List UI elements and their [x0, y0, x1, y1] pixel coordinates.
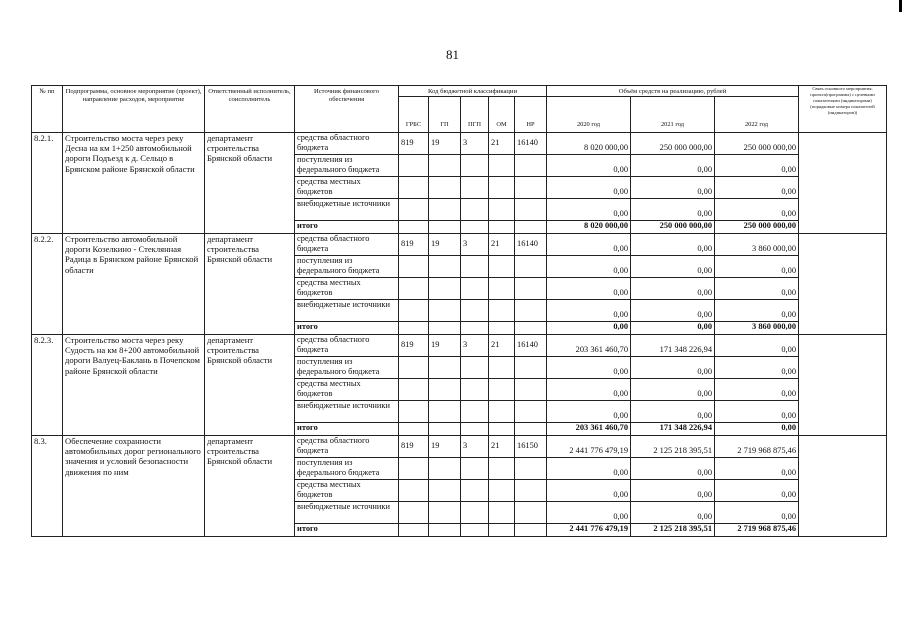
funding-source: поступления из федерального бюджета: [295, 155, 399, 177]
amount-2022: 0,00: [715, 256, 799, 278]
code-grbs: [399, 357, 429, 379]
code-nr: [515, 199, 547, 221]
code-nr: [515, 300, 547, 322]
code-om: [489, 357, 515, 379]
table-row: [32, 436, 887, 458]
amount-2022: 0,00: [715, 278, 799, 300]
amount-2022: 0,00: [715, 401, 799, 423]
funding-source: поступления из федерального бюджета: [295, 256, 399, 278]
total-label: итого: [295, 524, 399, 537]
total-amount-2021: 0,00: [631, 322, 715, 335]
code-pgp: [461, 458, 489, 480]
total-label: итого: [295, 322, 399, 335]
code-gp: [429, 502, 461, 524]
amount-2020: 0,00: [547, 256, 631, 278]
amount-2020: 0,00: [547, 177, 631, 199]
code-gp: [429, 300, 461, 322]
code-nr: [515, 458, 547, 480]
funding-source: средства местных бюджетов: [295, 177, 399, 199]
code-gp: [429, 379, 461, 401]
amount-2020: 2 441 776 479,19: [547, 436, 631, 458]
code-gp: [429, 401, 461, 423]
amount-2020: 0,00: [547, 401, 631, 423]
amount-2022: 0,00: [715, 199, 799, 221]
total-amount-2020: 8 020 000,00: [547, 221, 631, 234]
amount-2022: 0,00: [715, 177, 799, 199]
code-gp: 19: [429, 335, 461, 357]
table-row: [32, 234, 887, 256]
code-grbs: 819: [399, 335, 429, 357]
code-gp: [429, 480, 461, 502]
total-code-empty: [461, 322, 489, 335]
amount-2021: 0,00: [631, 199, 715, 221]
code-grbs: [399, 199, 429, 221]
header-source: Источник финансового обеспечения: [295, 86, 399, 133]
amount-2020: 0,00: [547, 199, 631, 221]
amount-2020: 0,00: [547, 234, 631, 256]
code-nr: [515, 502, 547, 524]
amount-2022: 0,00: [715, 300, 799, 322]
code-pgp: [461, 357, 489, 379]
code-om: [489, 177, 515, 199]
amount-2020: 0,00: [547, 278, 631, 300]
total-amount-2022: 2 719 968 875,46: [715, 524, 799, 537]
funding-source: внебюджетные источники: [295, 401, 399, 423]
code-pgp: 3: [461, 335, 489, 357]
program-description: Строительство моста через реку Судость на км 8+200 автомобильной дороги Валуец-Баклань в Почепском районе Брянской области: [63, 335, 205, 436]
amount-2022: 0,00: [715, 335, 799, 357]
budget-table: [31, 85, 887, 537]
code-pgp: [461, 401, 489, 423]
funding-source: поступления из федерального бюджета: [295, 357, 399, 379]
amount-2022: 0,00: [715, 155, 799, 177]
code-om: 21: [489, 436, 515, 458]
code-pgp: 3: [461, 133, 489, 155]
total-amount-2021: 171 348 226,94: [631, 423, 715, 436]
code-nr: [515, 379, 547, 401]
code-grbs: [399, 278, 429, 300]
scan-edge-mark: [899, 0, 902, 12]
funding-source: средства областного бюджета: [295, 335, 399, 357]
amount-2020: 0,00: [547, 155, 631, 177]
code-nr: 16140: [515, 133, 547, 155]
funding-source: внебюджетные источники: [295, 502, 399, 524]
amount-2021: 0,00: [631, 502, 715, 524]
code-gp: [429, 458, 461, 480]
row-number: 8.2.2.: [32, 234, 63, 335]
indicator-link: [799, 133, 887, 234]
code-pgp: [461, 379, 489, 401]
funding-source: внебюджетные источники: [295, 199, 399, 221]
funding-source: внебюджетные источники: [295, 300, 399, 322]
row-number: 8.3.: [32, 436, 63, 537]
code-om: 21: [489, 133, 515, 155]
code-grbs: [399, 401, 429, 423]
code-gp: [429, 199, 461, 221]
code-nr: 16140: [515, 234, 547, 256]
funding-source: поступления из федерального бюджета: [295, 458, 399, 480]
amount-2020: 203 361 460,70: [547, 335, 631, 357]
total-label: итого: [295, 423, 399, 436]
amount-2022: 2 719 968 875,46: [715, 436, 799, 458]
amount-2020: 0,00: [547, 357, 631, 379]
header-program: Подпрограмма, основное мероприятие (проект), направление расходов, мероприятие: [63, 86, 205, 133]
amount-2021: 0,00: [631, 401, 715, 423]
code-pgp: 3: [461, 234, 489, 256]
code-gp: [429, 177, 461, 199]
code-nr: [515, 177, 547, 199]
total-code-empty: [429, 423, 461, 436]
code-gp: [429, 256, 461, 278]
code-om: [489, 502, 515, 524]
amount-2021: 0,00: [631, 234, 715, 256]
code-pgp: 3: [461, 436, 489, 458]
code-grbs: [399, 256, 429, 278]
code-pgp: [461, 480, 489, 502]
code-pgp: [461, 177, 489, 199]
header-num: № пп: [32, 86, 63, 133]
code-om: [489, 199, 515, 221]
amount-2021: 0,00: [631, 256, 715, 278]
funding-source: средства местных бюджетов: [295, 379, 399, 401]
total-code-empty: [515, 524, 547, 537]
amount-2021: 0,00: [631, 278, 715, 300]
table-row: [32, 335, 887, 357]
total-code-empty: [515, 221, 547, 234]
code-om: [489, 401, 515, 423]
code-nr: [515, 278, 547, 300]
total-code-empty: [429, 322, 461, 335]
code-grbs: [399, 155, 429, 177]
code-gp: 19: [429, 436, 461, 458]
program-description: Обеспечение сохранности автомобильных дорог регионального значения и условий безопасности движения по ним: [63, 436, 205, 537]
row-number: 8.2.1.: [32, 133, 63, 234]
amount-2021: 0,00: [631, 155, 715, 177]
total-amount-2020: 2 441 776 479,19: [547, 524, 631, 537]
code-nr: [515, 480, 547, 502]
code-gp: [429, 278, 461, 300]
header-code-pgp: ПГП: [461, 97, 489, 133]
header-budget-code: Код бюджетной классификации: [399, 86, 547, 97]
amount-2022: 0,00: [715, 502, 799, 524]
indicator-link: [799, 335, 887, 436]
header-year-2020: 2020 год: [547, 97, 631, 133]
header-year-2022: 2022 год: [715, 97, 799, 133]
header-code-om: ОМ: [489, 97, 515, 133]
code-gp: 19: [429, 234, 461, 256]
amount-2020: 0,00: [547, 502, 631, 524]
header-code-gp: ГП: [429, 97, 461, 133]
code-grbs: [399, 502, 429, 524]
amount-2022: 0,00: [715, 480, 799, 502]
code-om: [489, 300, 515, 322]
total-code-empty: [515, 322, 547, 335]
indicator-link: [799, 234, 887, 335]
code-pgp: [461, 155, 489, 177]
total-code-empty: [461, 423, 489, 436]
code-om: [489, 278, 515, 300]
program-description: Строительство моста через реку Десна на км 1+250 автомобильной дороги Подъезд к д. Сельцо в Брянском районе Брянской области: [63, 133, 205, 234]
code-pgp: [461, 256, 489, 278]
code-pgp: [461, 278, 489, 300]
amount-2022: 0,00: [715, 357, 799, 379]
total-amount-2021: 250 000 000,00: [631, 221, 715, 234]
total-code-empty: [461, 221, 489, 234]
total-amount-2020: 0,00: [547, 322, 631, 335]
code-om: [489, 480, 515, 502]
total-code-empty: [429, 524, 461, 537]
funding-source: средства местных бюджетов: [295, 480, 399, 502]
code-nr: [515, 256, 547, 278]
code-grbs: [399, 379, 429, 401]
header-code-grbs: ГРБС: [399, 97, 429, 133]
code-nr: [515, 357, 547, 379]
code-grbs: [399, 458, 429, 480]
amount-2020: 0,00: [547, 300, 631, 322]
total-label: итого: [295, 221, 399, 234]
code-pgp: [461, 199, 489, 221]
header-row: [32, 86, 887, 97]
code-grbs: [399, 300, 429, 322]
total-amount-2021: 2 125 218 395,51: [631, 524, 715, 537]
code-om: [489, 379, 515, 401]
code-nr: [515, 401, 547, 423]
code-grbs: 819: [399, 234, 429, 256]
header-link: Связь основного мероприятия, проекта(программы) с целевыми показателями (индикаторами) (порядковые номера показателей (индикаторов)): [799, 86, 887, 133]
total-code-empty: [399, 221, 429, 234]
amount-2020: 0,00: [547, 458, 631, 480]
total-code-empty: [489, 524, 515, 537]
amount-2021: 0,00: [631, 379, 715, 401]
code-om: 21: [489, 335, 515, 357]
code-om: [489, 458, 515, 480]
responsible-executor: департамент строительства Брянской области: [205, 335, 295, 436]
amount-2021: 171 348 226,94: [631, 335, 715, 357]
code-grbs: 819: [399, 436, 429, 458]
program-description: Строительство автомобильной дороги Козелкино - Стеклянная Радица в Брянском районе Брянской области: [63, 234, 205, 335]
header-year-2021: 2021 год: [631, 97, 715, 133]
header-responsible: Ответственный исполнитель, соисполнитель: [205, 86, 295, 133]
code-gp: [429, 155, 461, 177]
total-amount-2020: 203 361 460,70: [547, 423, 631, 436]
amount-2021: 0,00: [631, 458, 715, 480]
page-number: 81: [446, 47, 459, 62]
responsible-executor: департамент строительства Брянской области: [205, 436, 295, 537]
amount-2020: 8 020 000,00: [547, 133, 631, 155]
code-gp: 19: [429, 133, 461, 155]
code-om: [489, 155, 515, 177]
funding-source: средства областного бюджета: [295, 234, 399, 256]
total-code-empty: [489, 221, 515, 234]
total-code-empty: [429, 221, 461, 234]
code-pgp: [461, 502, 489, 524]
total-code-empty: [399, 423, 429, 436]
amount-2022: 3 860 000,00: [715, 234, 799, 256]
amount-2022: 0,00: [715, 458, 799, 480]
amount-2021: 0,00: [631, 357, 715, 379]
funding-source: средства местных бюджетов: [295, 278, 399, 300]
code-grbs: 819: [399, 133, 429, 155]
indicator-link: [799, 436, 887, 537]
responsible-executor: департамент строительства Брянской области: [205, 234, 295, 335]
code-grbs: [399, 480, 429, 502]
table-body: [32, 133, 887, 537]
total-code-empty: [515, 423, 547, 436]
responsible-executor: департамент строительства Брянской области: [205, 133, 295, 234]
amount-2021: 0,00: [631, 177, 715, 199]
amount-2022: 0,00: [715, 379, 799, 401]
amount-2021: 0,00: [631, 480, 715, 502]
total-code-empty: [489, 423, 515, 436]
total-amount-2022: 250 000 000,00: [715, 221, 799, 234]
amount-2020: 0,00: [547, 379, 631, 401]
code-nr: 16140: [515, 335, 547, 357]
row-number: 8.2.3.: [32, 335, 63, 436]
total-code-empty: [461, 524, 489, 537]
header-amount: Объём средств на реализацию, рублей: [547, 86, 799, 97]
code-nr: 16150: [515, 436, 547, 458]
code-gp: [429, 357, 461, 379]
total-code-empty: [399, 322, 429, 335]
code-om: 21: [489, 234, 515, 256]
total-code-empty: [399, 524, 429, 537]
code-om: [489, 256, 515, 278]
header-code-nr: НР: [515, 97, 547, 133]
funding-source: средства областного бюджета: [295, 436, 399, 458]
amount-2021: 250 000 000,00: [631, 133, 715, 155]
funding-source: средства областного бюджета: [295, 133, 399, 155]
code-pgp: [461, 300, 489, 322]
total-amount-2022: 3 860 000,00: [715, 322, 799, 335]
total-code-empty: [489, 322, 515, 335]
amount-2021: 2 125 218 395,51: [631, 436, 715, 458]
amount-2020: 0,00: [547, 480, 631, 502]
amount-2022: 250 000 000,00: [715, 133, 799, 155]
total-amount-2022: 0,00: [715, 423, 799, 436]
code-nr: [515, 155, 547, 177]
table-row: [32, 133, 887, 155]
code-grbs: [399, 177, 429, 199]
amount-2021: 0,00: [631, 300, 715, 322]
